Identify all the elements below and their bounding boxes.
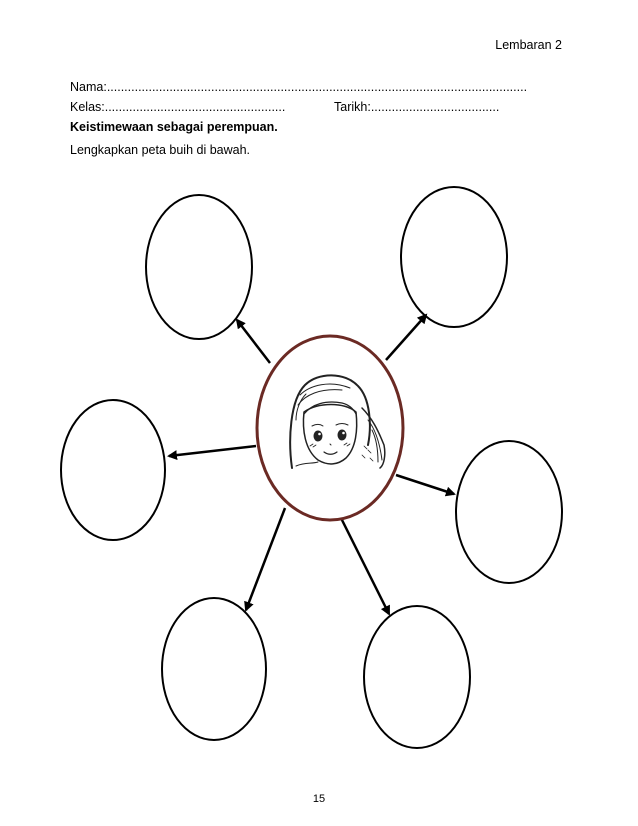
sheet-label: Lembaran 2 xyxy=(495,38,562,52)
date-field[interactable]: Tarikh:..................................... xyxy=(334,100,500,114)
arrow-to-mid-right xyxy=(396,475,454,494)
bubble-bottom-left[interactable] xyxy=(162,598,266,740)
name-field[interactable]: Nama:......................................................................................................................... xyxy=(70,80,528,94)
arrow-to-bottom-right xyxy=(340,516,389,614)
bubble-mid-left[interactable] xyxy=(61,400,165,540)
arrow-to-top-right xyxy=(386,315,426,360)
bubble-bottom-right[interactable] xyxy=(364,606,470,748)
worksheet-title: Keistimewaan sebagai perempuan. xyxy=(70,120,278,134)
arrow-to-bottom-left xyxy=(246,508,285,610)
bubble-top-right[interactable] xyxy=(401,187,507,327)
bubble-mid-right[interactable] xyxy=(456,441,562,583)
class-field[interactable]: Kelas:.................................................... xyxy=(70,100,286,114)
arrow-to-top-left xyxy=(237,320,270,363)
bubble-top-left[interactable] xyxy=(146,195,252,339)
arrow-to-mid-left xyxy=(169,446,256,456)
page-number: 15 xyxy=(312,793,326,805)
instruction-text: Lengkapkan peta buih di bawah. xyxy=(70,143,251,157)
